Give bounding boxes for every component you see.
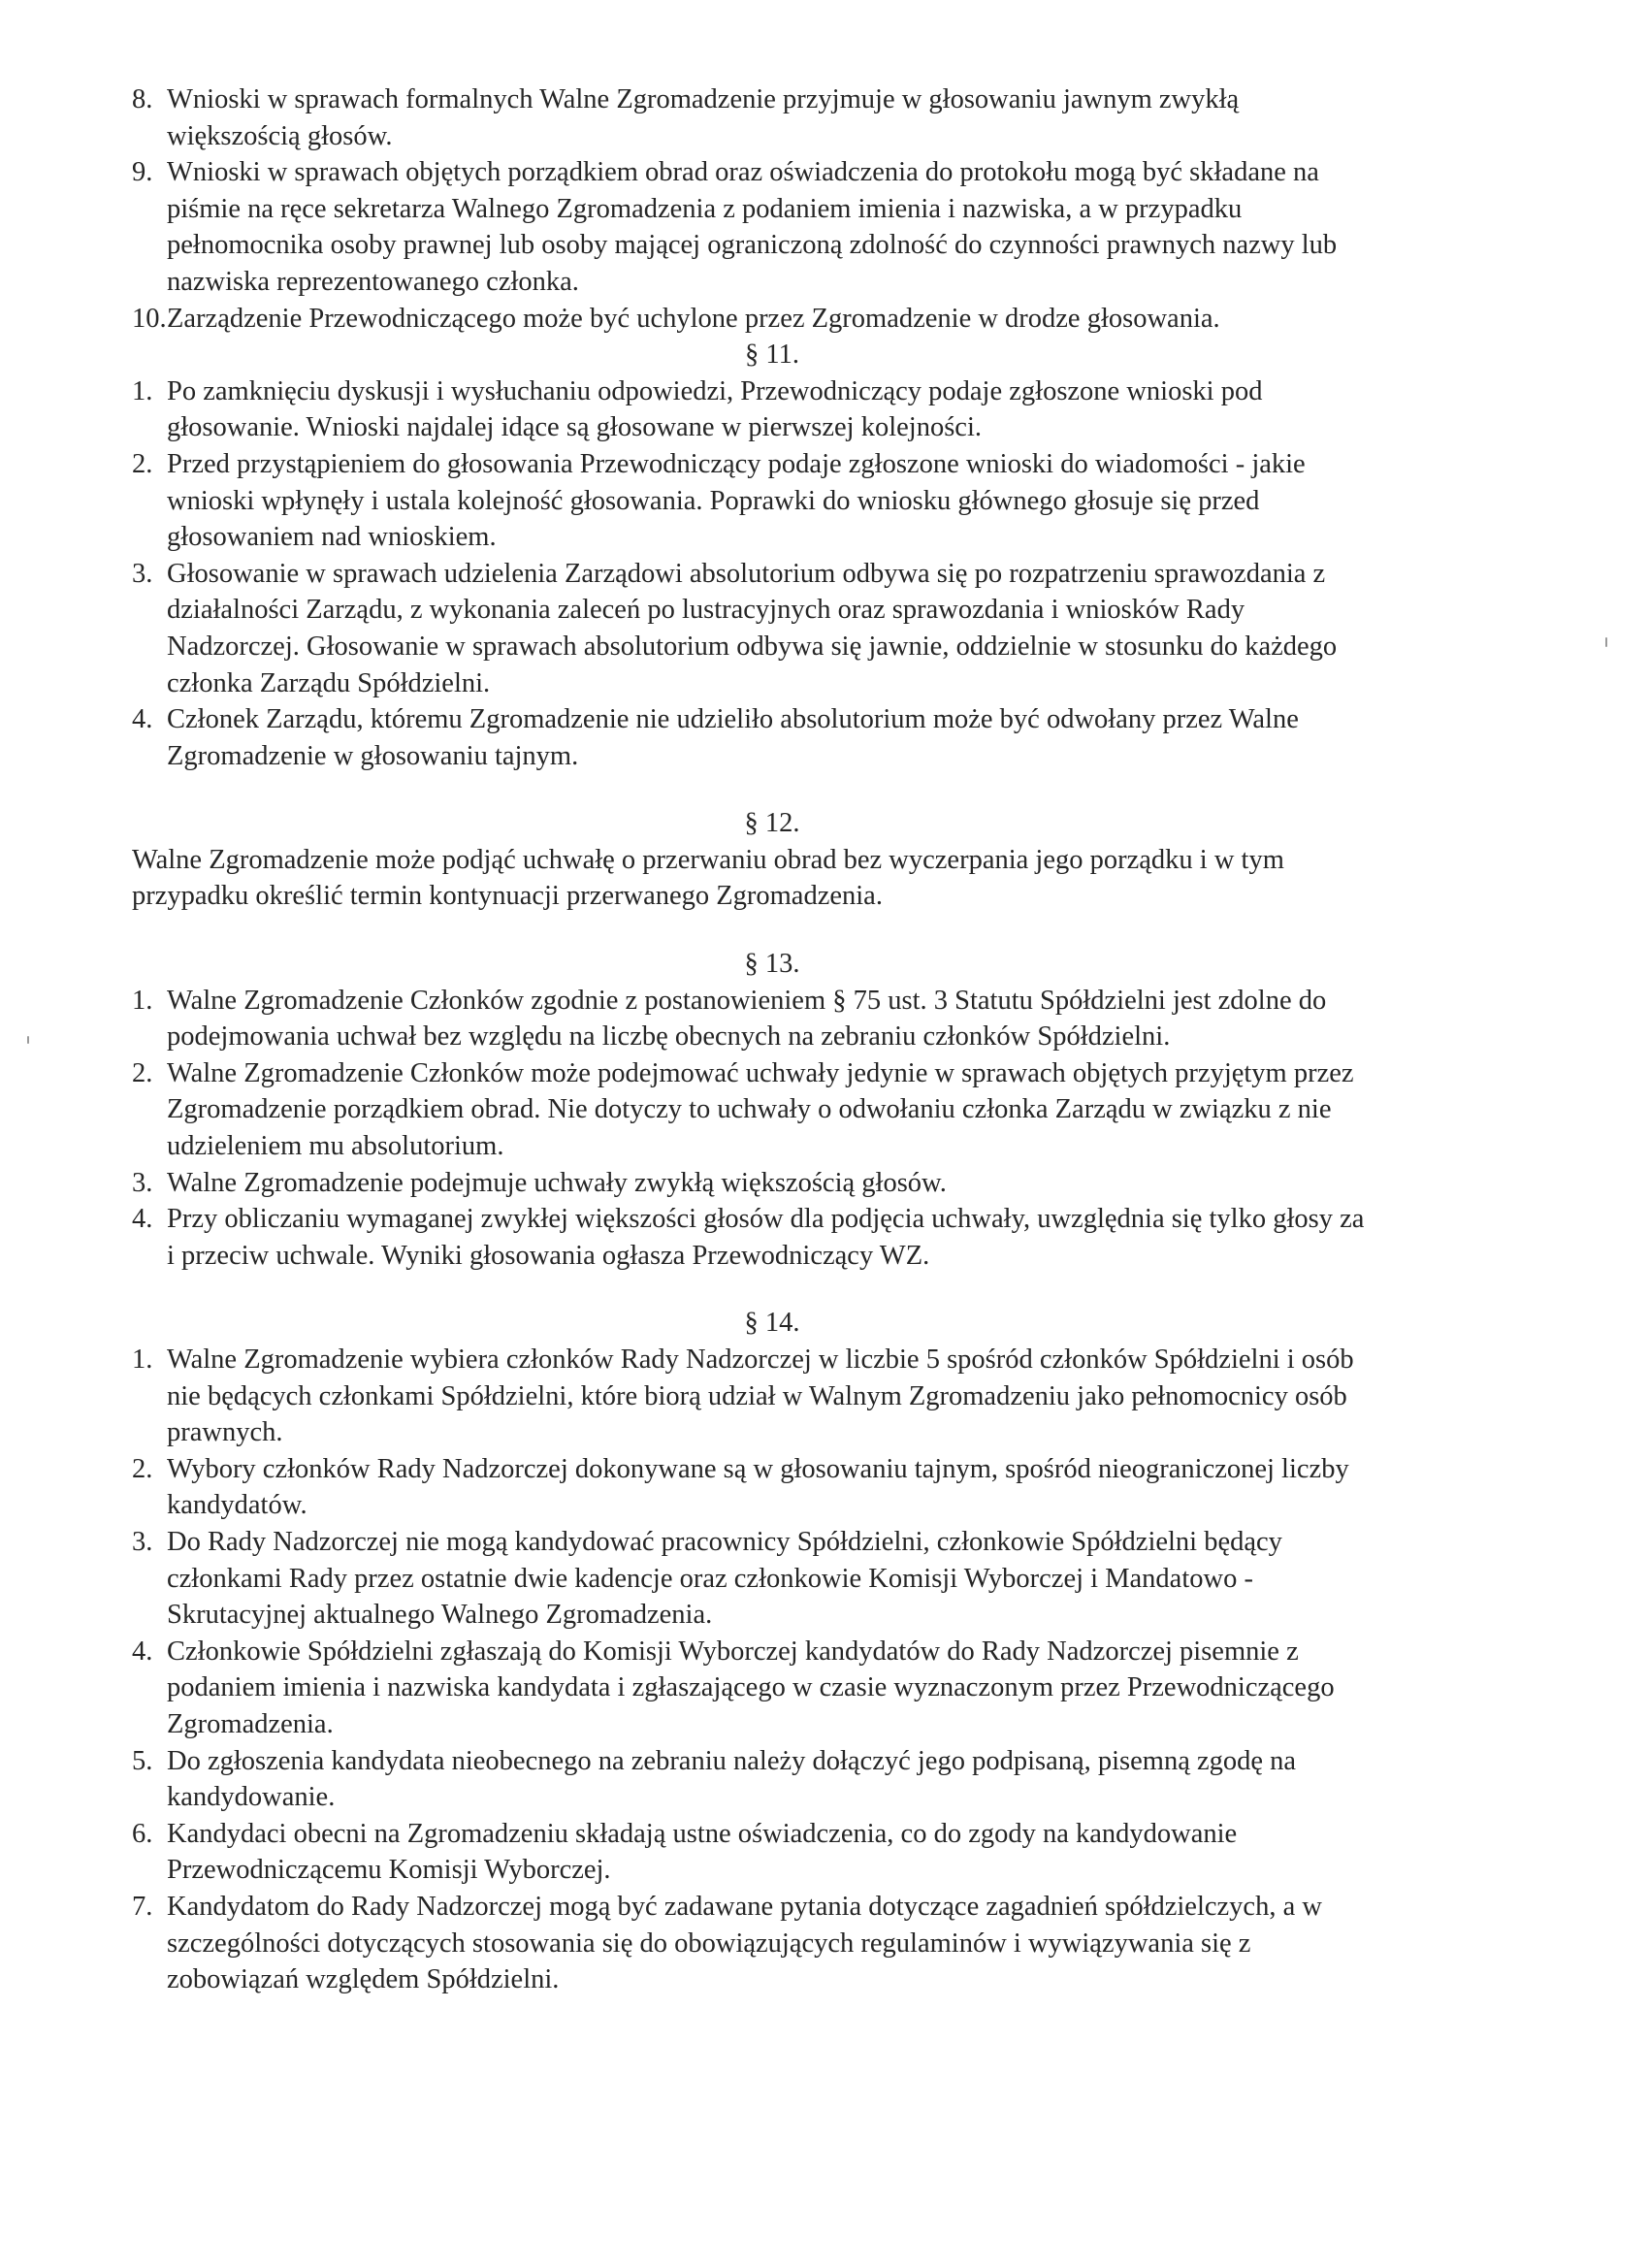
item-text: Po zamknięciu dyskusji i wysłuchaniu odpowiedzi, Przewodniczący podaje zgłoszone wnioski pod głosowanie. Wnioski najdalej idące są głosowane w pierwszej kolejności.: [167, 375, 1263, 443]
section-heading: § 14.: [744, 1308, 800, 1339]
list-item: [132, 446, 1374, 556]
list-item: [132, 701, 1374, 774]
item-text: Członek Zarządu, któremu Zgromadzenie nie udzieliło absolutorium może być odwołany przez Walne Zgromadzenie w głosowaniu tajnym.: [167, 704, 1299, 771]
item-number: 3.: [132, 558, 153, 589]
item-number: 8.: [132, 84, 153, 114]
item-text: Wybory członków Rady Nadzorczej dokonywane są w głosowaniu tajnym, spośród nieograniczonej liczby kandydatów.: [167, 1453, 1349, 1521]
item-text: Wnioski w sprawach objętych porządkiem obrad oraz oświadczenia do protokołu mogą być składane na piśmie na ręce sekretarza Walnego Zgromadzenia z podaniem imienia i nazwiska, a w przypadku pełnomocnika osoby prawnej lub osoby mającej ograniczoną zdolność do czynności prawnych nazwy lub nazwiska reprezentowanego członka.: [167, 157, 1338, 297]
list-item: [132, 1889, 1374, 1998]
item-number: 3.: [132, 1167, 153, 1198]
list-item: [132, 1634, 1374, 1743]
list-item: [132, 301, 1374, 338]
item-number: 2.: [132, 1453, 153, 1484]
item-number: 2.: [132, 448, 153, 479]
item-text: Walne Zgromadzenie Członków zgodnie z postanowieniem § 75 ust. 3 Statutu Spółdzielni jest zdolne do podejmowania uchwał bez względu na liczbę obecnych na zebraniu członków Spółdzielni.: [167, 985, 1327, 1053]
item-text: Członkowie Spółdzielni zgłaszają do Komisji Wyborczej kandydatów do Rady Nadzorczej pisemnie z podaniem imienia i nazwiska kandydata i zgłaszającego w czasie wyznaczonym przez Przewodniczącego Zgromadzenia.: [167, 1636, 1335, 1739]
item-text: Do Rady Nadzorczej nie mogą kandydować pracownicy Spółdzielni, członkowie Spółdzielni będący członkami Rady przez ostatnie dwie kadencje oraz członkowie Komisji Wyborczej i Mandatowo - Skrutacyjnej aktualnego Walnego Zgromadzenia.: [167, 1526, 1282, 1631]
item-number: 6.: [132, 1818, 153, 1849]
item-number: 4.: [132, 1204, 153, 1235]
list-item: [132, 1342, 1374, 1451]
item-text: Walne Zgromadzenie Członków może podejmować uchwały jedynie w sprawach objętych przyjętym przez Zgromadzenie porządkiem obrad. Nie dotyczy to uchwały o odwołaniu członka Zarządu w związku z nie udzieleniem mu absolutorium.: [167, 1057, 1354, 1162]
section-heading: § 12.: [744, 808, 800, 839]
section-11: [132, 337, 1374, 774]
item-text: Zarządzenie Przewodniczącego może być uchylone przez Zgromadzenie w drodze głosowania.: [167, 303, 1220, 334]
scan-speck: [1605, 637, 1607, 647]
item-number: 1.: [132, 1345, 153, 1375]
scan-speck: [27, 1036, 29, 1044]
list-item: [132, 1055, 1374, 1165]
list-item: [132, 373, 1374, 446]
section-13: [132, 946, 1374, 1274]
item-number: 4.: [132, 704, 153, 735]
item-number: 10.: [132, 303, 167, 334]
item-number: 3.: [132, 1526, 153, 1557]
item-number: 1.: [132, 375, 153, 406]
item-number: 4.: [132, 1636, 153, 1667]
section-12: [132, 805, 1374, 915]
item-text: Kandydaci obecni na Zgromadzeniu składają ustne oświadczenia, co do zgody na kandydowanie Przewodniczącemu Komisji Wyborczej.: [167, 1818, 1238, 1886]
item-text: Do zgłoszenia kandydata nieobecnego na zebraniu należy dołączyć jego podpisaną, pisemną zgodę na kandydowanie.: [167, 1745, 1297, 1813]
item-text: Przy obliczaniu wymaganej zwykłej większości głosów dla podjęcia uchwały, uwzględnia się tylko głosy za i przeciw uchwale. Wyniki głosowania ogłasza Przewodniczący WZ.: [167, 1204, 1365, 1271]
item-text: Walne Zgromadzenie podejmuje uchwały zwykłą większością głosów.: [167, 1167, 947, 1198]
item-text: Przed przystąpieniem do głosowania Przewodniczący podaje zgłoszone wnioski do wiadomości - jakie wnioski wpłynęły i ustala kolejność głosowania. Poprawki do wniosku głównego głosuje się przed głosowaniem nad wnioskiem.: [167, 448, 1306, 553]
section-heading: § 13.: [744, 949, 800, 980]
item-text: Głosowanie w sprawach udzielenia Zarządowi absolutorium odbywa się po rozpatrzeniu sprawozdania z działalności Zarządu, z wykonania zaleceń po lustracyjnych oraz sprawozdania i wniosków Rady Nadzorczej. Głosowanie w sprawach absolutorium odbywa się jawnie, oddzielnie w stosunku do każdego członka Zarządu Spółdzielni.: [167, 558, 1338, 698]
list-item: [132, 1816, 1374, 1889]
item-text: Walne Zgromadzenie wybiera członków Rady Nadzorczej w liczbie 5 spośród członków Spółdzielni i osób nie będących członkami Spółdzielni, które biorą udział w Walnym Zgromadzeniu jako pełnomocnicy osób prawnych.: [167, 1345, 1354, 1448]
item-number: 2.: [132, 1057, 153, 1088]
list-item: [132, 556, 1374, 701]
item-number: 7.: [132, 1891, 153, 1922]
list-item: [132, 1743, 1374, 1816]
section-paragraph: Walne Zgromadzenie może podjąć uchwałę o przerwaniu obrad bez wyczerpania jego porządku i w tym przypadku określić termin kontynuacji przerwanego Zgromadzenia.: [132, 844, 1284, 912]
list-item: [132, 983, 1374, 1055]
section-heading: § 11.: [745, 340, 799, 371]
document-page: [132, 81, 1374, 1998]
item-text: Kandydatom do Rady Nadzorczej mogą być zadawane pytania dotyczące zagadnień spółdzielczych, a w szczególności dotyczących stosowania się do obowiązujących regulaminów i wywiązywania się z zobowiązań względem Spółdzielni.: [167, 1891, 1322, 1995]
list-item: [132, 154, 1374, 300]
item-number: 9.: [132, 157, 153, 188]
section-14: [132, 1305, 1374, 1997]
list-item: [132, 1201, 1374, 1274]
list-item: [132, 1524, 1374, 1634]
item-text: Wnioski w sprawach formalnych Walne Zgromadzenie przyjmuje w głosowaniu jawnym zwykłą większością głosów.: [167, 84, 1240, 151]
top-list: [132, 81, 1374, 337]
list-item: [132, 1451, 1374, 1524]
list-item: [132, 81, 1374, 154]
item-number: 1.: [132, 985, 153, 1016]
item-number: 5.: [132, 1745, 153, 1776]
list-item: [132, 1165, 1374, 1202]
